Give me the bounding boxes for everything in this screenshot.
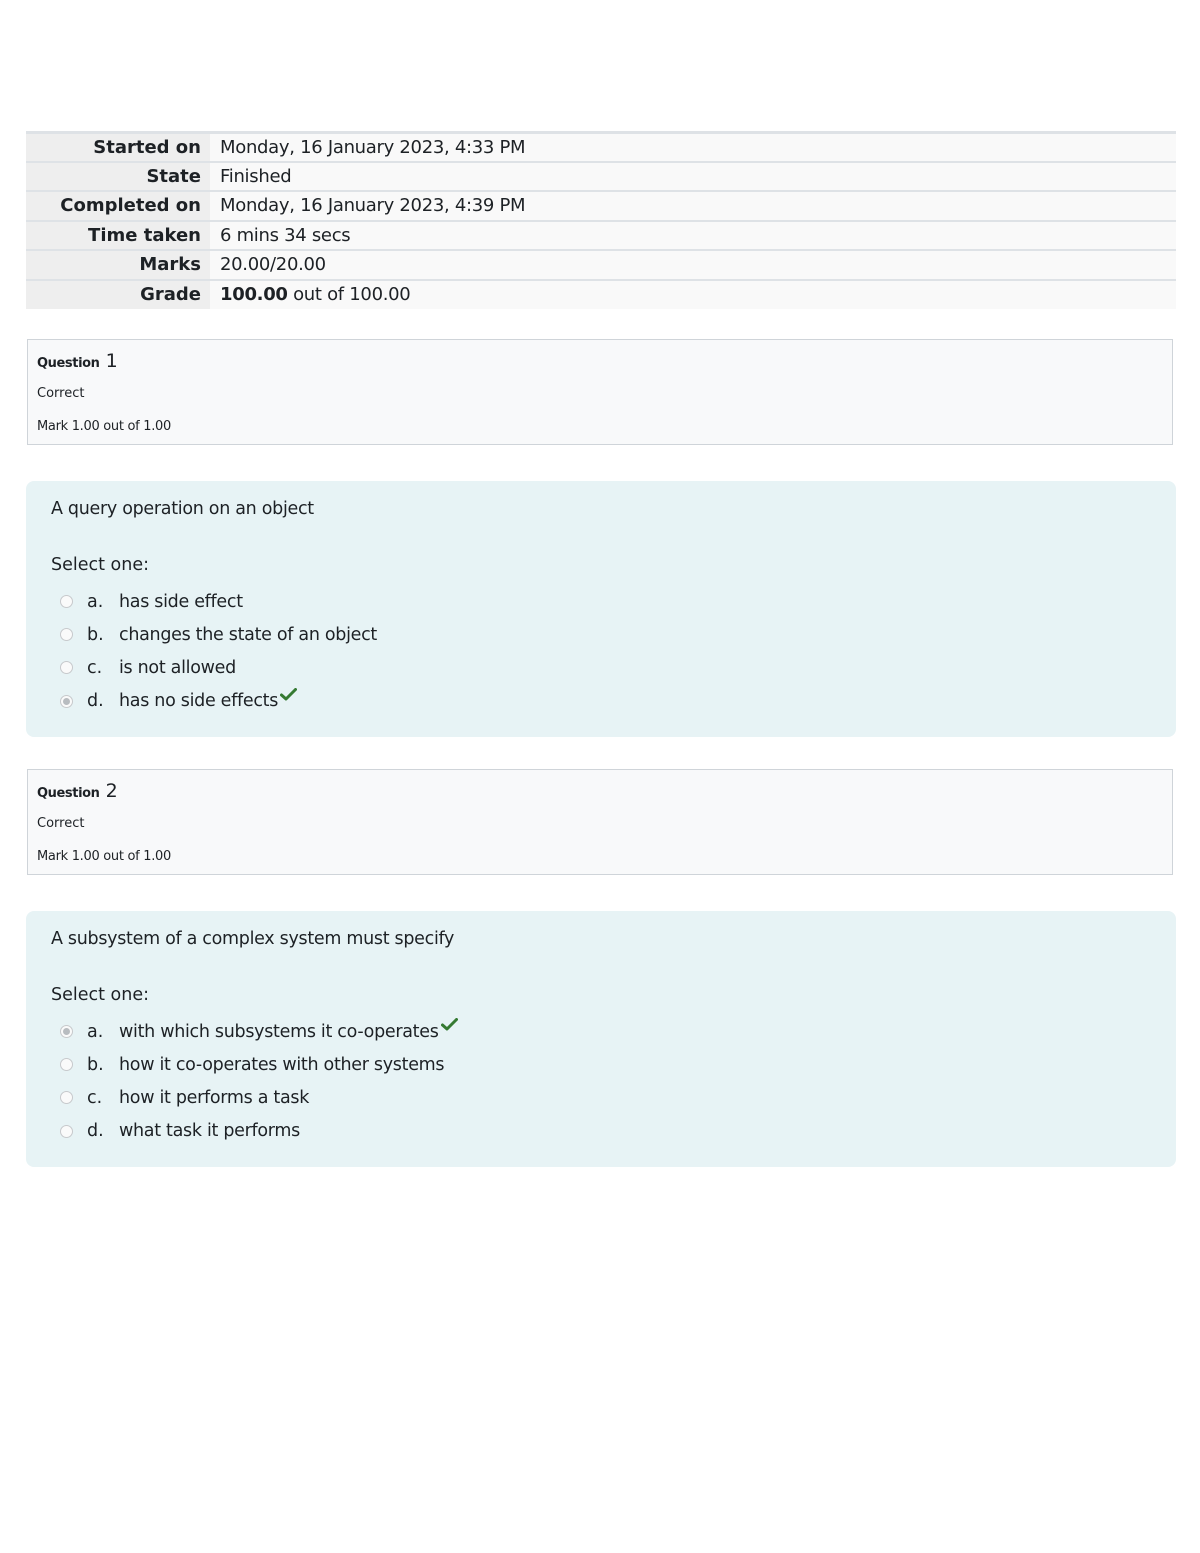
answer-option[interactable] (60, 1081, 458, 1114)
question-text: A subsystem of a complex system must specify (51, 929, 455, 949)
question-label: Question (37, 786, 100, 801)
summary-value (210, 281, 1176, 309)
answer-option[interactable] (60, 585, 377, 618)
summary-label: Time taken (26, 222, 210, 250)
option-letter: a. (87, 1021, 104, 1042)
summary-label: Started on (26, 134, 210, 161)
summary-row-time-taken (26, 220, 1176, 250)
summary-value: 20.00/20.00 (210, 251, 1176, 279)
question-state: Correct (37, 386, 85, 401)
answer-options (60, 585, 377, 718)
summary-label: Marks (26, 251, 210, 279)
option-text: has no side effects (119, 691, 279, 712)
question-content-2 (26, 911, 1176, 1167)
summary-value: 6 mins 34 secs (210, 222, 1176, 250)
select-one-prompt: Select one: (51, 985, 150, 1005)
radio-button[interactable] (60, 1058, 73, 1071)
radio-button[interactable] (60, 1125, 73, 1138)
answer-options (60, 1015, 458, 1148)
option-text: changes the state of an object (119, 624, 377, 645)
answer-option-selected[interactable] (60, 685, 377, 718)
grade-out-of: out of 100.00 (287, 283, 411, 305)
option-letter: c. (87, 1087, 103, 1108)
answer-option-selected[interactable] (60, 1015, 458, 1048)
summary-row-grade (26, 279, 1176, 309)
check-icon (441, 1016, 458, 1035)
radio-button[interactable] (60, 628, 73, 641)
question-grade: Mark 1.00 out of 1.00 (37, 849, 171, 864)
question-number (37, 780, 117, 802)
summary-label: Completed on (26, 192, 210, 220)
question-info-2 (27, 769, 1173, 875)
answer-option[interactable] (60, 1115, 458, 1148)
option-text: is not allowed (119, 657, 236, 678)
question-number (37, 350, 117, 372)
attempt-summary-table (26, 131, 1176, 309)
summary-label: Grade (26, 281, 210, 309)
summary-row-marks (26, 249, 1176, 279)
question-label: Question (37, 356, 100, 371)
answer-option[interactable] (60, 618, 377, 651)
option-text: how it performs a task (119, 1087, 310, 1108)
option-text: how it co-operates with other systems (119, 1054, 445, 1075)
summary-value: Monday, 16 January 2023, 4:33 PM (210, 134, 1176, 161)
option-text: with which subsystems it co-operates (119, 1021, 439, 1042)
radio-button-checked[interactable] (60, 1025, 73, 1038)
summary-value: Finished (210, 163, 1176, 191)
radio-button-checked[interactable] (60, 695, 73, 708)
option-text: what task it performs (119, 1121, 300, 1142)
option-letter: a. (87, 591, 104, 612)
summary-label: State (26, 163, 210, 191)
question-state: Correct (37, 816, 85, 831)
radio-button[interactable] (60, 595, 73, 608)
option-letter: b. (87, 1054, 104, 1075)
summary-value: Monday, 16 January 2023, 4:39 PM (210, 192, 1176, 220)
summary-row-started (26, 131, 1176, 161)
question-grade: Mark 1.00 out of 1.00 (37, 419, 171, 434)
question-info-1 (27, 339, 1173, 445)
summary-row-state (26, 161, 1176, 191)
radio-button[interactable] (60, 1091, 73, 1104)
option-text: has side effect (119, 591, 243, 612)
grade-score: 100.00 (220, 283, 288, 305)
question-number-value: 2 (105, 780, 118, 802)
answer-option[interactable] (60, 1048, 458, 1081)
question-content-1 (26, 481, 1176, 737)
option-letter: c. (87, 657, 103, 678)
check-icon (280, 686, 297, 705)
answer-option[interactable] (60, 651, 377, 684)
question-text: A query operation on an object (51, 499, 314, 519)
radio-button[interactable] (60, 661, 73, 674)
option-letter: d. (87, 1121, 104, 1142)
option-letter: b. (87, 624, 104, 645)
select-one-prompt: Select one: (51, 555, 150, 575)
option-letter: d. (87, 691, 104, 712)
question-number-value: 1 (105, 350, 118, 372)
summary-row-completed (26, 190, 1176, 220)
